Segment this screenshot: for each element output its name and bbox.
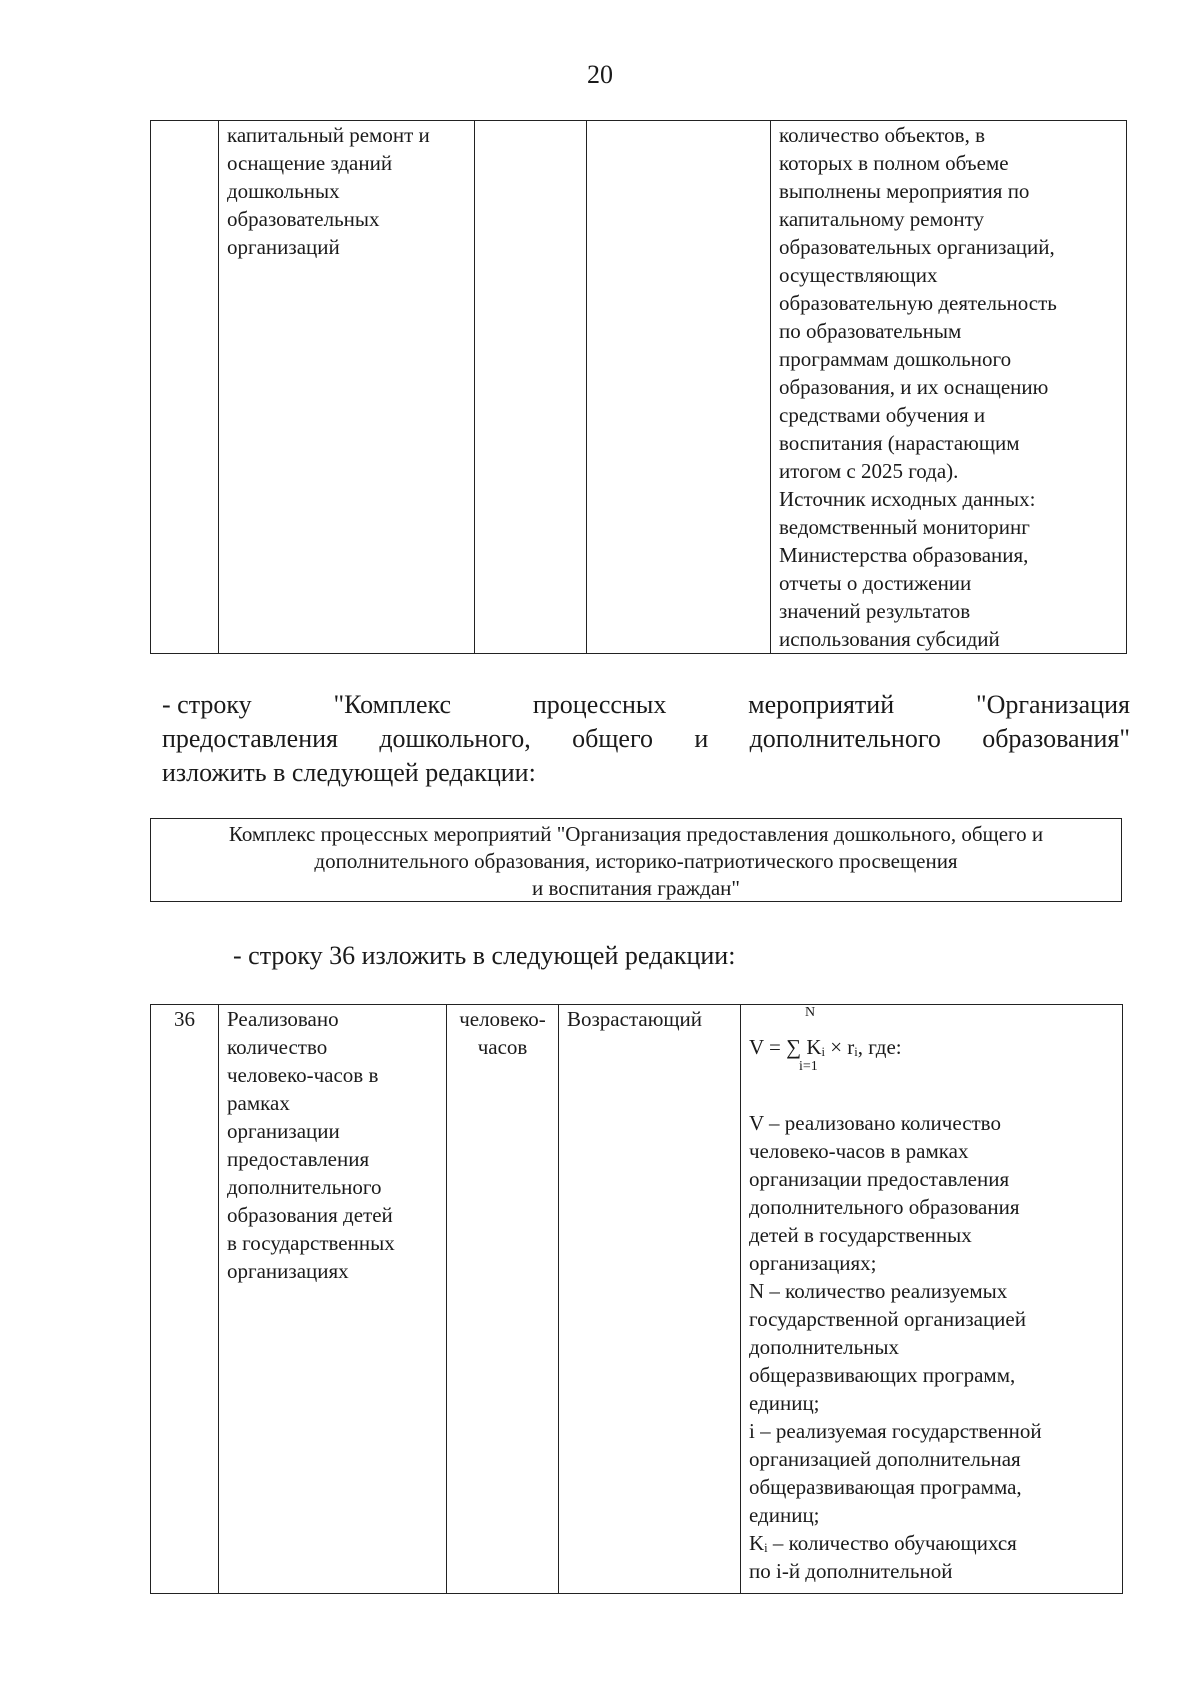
text-line: общеразвивающих программ,: [749, 1363, 1016, 1387]
text-line: дополнительного образования: [749, 1195, 1020, 1219]
text-line: программам дошкольного: [779, 347, 1012, 371]
instruction-paragraph-2: - строку 36 изложить в следующей редакции:: [233, 941, 736, 970]
text-line: образовательных: [227, 207, 380, 231]
text-line: рамках: [227, 1091, 290, 1115]
table-row-36: [150, 1004, 1123, 1594]
cell-number: 36: [151, 1005, 219, 1594]
paragraph-word: мероприятий: [748, 690, 895, 719]
text-line: N – количество реализуемых: [749, 1279, 1008, 1303]
text-line: единиц;: [749, 1391, 820, 1415]
complex-title-banner: [150, 818, 1122, 902]
text-line: Министерства образования,: [779, 543, 1029, 567]
table-row: [151, 1005, 1123, 1594]
text-line: дошкольных: [227, 179, 340, 203]
paragraph-word: предоставления: [162, 724, 338, 753]
text-line: по образовательным: [779, 319, 962, 343]
text-line: в государственных: [227, 1231, 395, 1255]
sum-formula: [749, 1005, 1114, 1079]
text-line: человеко-часов в рамках: [749, 1139, 969, 1163]
text-line: образовательных организаций,: [779, 235, 1055, 259]
banner-line: Комплекс процессных мероприятий "Организация предоставления дошкольного, общего и: [228, 822, 1044, 846]
text-line: единиц;: [749, 1503, 820, 1527]
text-line: государственной организацией: [749, 1307, 1026, 1331]
text-line: организации предоставления: [749, 1167, 1010, 1191]
text-line: Реализовано: [227, 1007, 339, 1031]
text-line: итогом с 2025 года).: [779, 459, 959, 483]
text-line: капитальному ремонту: [779, 207, 985, 231]
text-line: оснащение зданий: [227, 151, 393, 175]
text-line: V – реализовано количество: [749, 1111, 1001, 1135]
text-line: образовательную деятельность: [779, 291, 1057, 315]
paragraph-word: дошкольного,: [379, 724, 531, 753]
unit-line: человеко-: [459, 1007, 546, 1031]
paragraph-word: процессных: [532, 690, 667, 719]
page-number: 20: [587, 60, 613, 89]
text-line: организаций: [227, 235, 340, 259]
text-line: человеко-часов в: [227, 1063, 379, 1087]
cell-number: [151, 121, 219, 654]
text-line: осуществляющих: [779, 263, 938, 287]
paragraph-word: и: [694, 724, 709, 753]
text-line: общеразвивающая программа,: [749, 1475, 1022, 1499]
text-line: Источник исходных данных:: [779, 487, 1036, 511]
text-line: значений результатов: [779, 599, 971, 623]
text-line: организации: [227, 1119, 340, 1143]
paragraph-word: "Комплекс: [333, 690, 452, 719]
text-line: выполнены мероприятия по: [779, 179, 1030, 203]
text-line: капитальный ремонт и: [227, 123, 430, 147]
text-line: средствами обучения и: [779, 403, 986, 427]
text-line: дополнительных: [749, 1335, 900, 1359]
text-line: ведомственный мониторинг: [779, 515, 1030, 539]
table-continuation: [150, 120, 1127, 654]
text-line: предоставления: [227, 1147, 370, 1171]
cell-unit: [475, 121, 587, 654]
text-line: организациях: [227, 1259, 349, 1283]
text-line: количество объектов, в: [779, 123, 986, 147]
text-line: которых в полном объеме: [779, 151, 1009, 175]
paragraph-word: "Организация: [975, 690, 1130, 719]
instruction-paragraph-1: [162, 688, 1130, 790]
text-line: Kᵢ – количество обучающихся: [749, 1531, 1017, 1555]
cell-type: [587, 121, 771, 654]
unit-line: часов: [477, 1035, 528, 1059]
text-line: отчеты о достижении: [779, 571, 972, 595]
cell-indicator-name: [219, 1005, 447, 1594]
text-line: образования детей: [227, 1203, 393, 1227]
paragraph-word: образования": [982, 724, 1130, 753]
paragraph-line: изложить в следующей редакции:: [162, 758, 536, 787]
paragraph-word: дополнительного: [749, 724, 941, 753]
formula-expression: V = ∑ Kᵢ × rᵢ, где:: [749, 1035, 902, 1059]
text-line: организациях;: [749, 1251, 877, 1275]
text-line: i – реализуемая государственной: [749, 1419, 1042, 1443]
cell-unit: [447, 1005, 559, 1594]
formula-lower-limit: i=1: [799, 1059, 818, 1074]
cell-event-name: [219, 121, 475, 654]
cell-type: Возрастающий: [559, 1005, 741, 1594]
text-line: по i-й дополнительной: [749, 1559, 953, 1583]
banner-line: дополнительного образования, историко-патриотического просвещения: [314, 849, 958, 873]
paragraph-word: общего: [572, 724, 653, 753]
cell-method: [771, 121, 1127, 654]
cell-calculation: [741, 1005, 1123, 1594]
paragraph-word: - строку: [162, 690, 252, 719]
banner-line: и воспитания граждан": [532, 876, 740, 900]
text-line: организацией дополнительная: [749, 1447, 1021, 1471]
text-line: дополнительного: [227, 1175, 382, 1199]
text-line: образования, и их оснащению: [779, 375, 1049, 399]
table-row: [151, 121, 1127, 654]
text-line: использования субсидий: [779, 627, 1000, 651]
text-line: воспитания (нарастающим: [779, 431, 1020, 455]
text-line: детей в государственных: [749, 1223, 972, 1247]
formula-upper-limit: N: [805, 1005, 816, 1020]
text-line: количество: [227, 1035, 328, 1059]
